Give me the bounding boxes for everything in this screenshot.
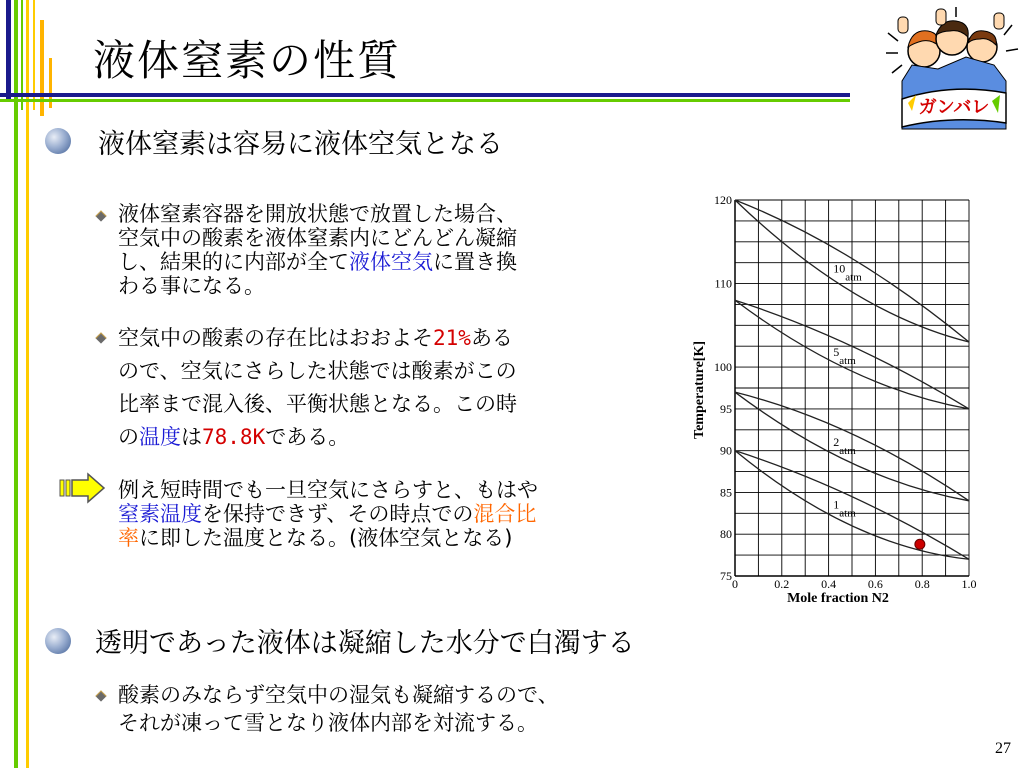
series-label xyxy=(833,435,856,457)
text-line: 比率まで混入後、平衡状態となる。この時 xyxy=(118,392,517,416)
text-segment: を保持できず、その時点での xyxy=(202,502,474,526)
y-tick-label: 120 xyxy=(714,193,732,207)
text-segment: に即した温度となる。(液体空気となる) xyxy=(139,526,513,550)
text-line: それが凍って雪となり液体内部を対流する。 xyxy=(118,711,538,735)
text-line xyxy=(118,526,538,550)
y-tick-label: 85 xyxy=(720,485,732,500)
section2-bullet-icon xyxy=(45,628,71,654)
equilibrium-point-marker xyxy=(915,539,925,549)
y-tick-label: 100 xyxy=(714,360,732,375)
series-label-main: 1 xyxy=(833,497,840,512)
section1-bullet3-text xyxy=(118,478,538,550)
text-line: ので、空気にさらした状態では酸素がこの xyxy=(118,359,517,383)
liquid-air-term: 液体空気 xyxy=(349,250,433,274)
text-line: 空気中の酸素を液体窒素内にどんどん凝縮 xyxy=(118,226,517,250)
y-tick-label: 75 xyxy=(720,569,732,583)
series-label xyxy=(833,498,856,520)
sign-text: ガンバレ xyxy=(918,97,990,118)
text-segment: の xyxy=(118,425,139,449)
text-segment: である。 xyxy=(265,425,350,449)
title-underline-navy xyxy=(0,93,850,97)
oxygen-ratio-value: 21% xyxy=(433,326,471,350)
left-bar-green xyxy=(14,0,18,768)
series-label-sub: atm xyxy=(839,355,856,368)
cheering-people-illustration xyxy=(882,3,1022,133)
y-tick-label: 80 xyxy=(720,527,732,542)
text-line xyxy=(118,421,517,454)
x-tick-label: 0.8 xyxy=(914,577,930,591)
series-label-main: 2 xyxy=(833,435,840,450)
y-tick-label: 110 xyxy=(714,276,732,291)
series-label-sub: atm xyxy=(845,271,862,284)
series-label xyxy=(833,262,862,284)
sub-bullet-icon xyxy=(95,690,106,701)
text-line: 液体窒素容器を開放状態で放置した場合、 xyxy=(118,202,517,226)
x-tick-label: 0.2 xyxy=(774,577,790,591)
left-bar-yellow xyxy=(26,0,29,768)
mixing-ratio-term: 混合比 xyxy=(473,502,537,526)
section1-bullet2-text xyxy=(118,322,517,454)
chart-labels xyxy=(714,193,977,591)
y-axis-label: Temperature[K] xyxy=(692,341,707,439)
text-line xyxy=(118,322,517,355)
left-bar-navy xyxy=(6,0,11,100)
section1-heading: 液体窒素は容易に液体空気となる xyxy=(98,129,503,160)
text-line xyxy=(118,250,517,274)
phase-diagram-chart xyxy=(686,190,986,610)
series-label-main: 5 xyxy=(833,345,840,360)
nitrogen-temperature-term: 窒素温度 xyxy=(118,502,202,526)
y-tick-label: 95 xyxy=(720,401,732,416)
text-segment: し、結果的に内部が全て xyxy=(118,250,349,274)
text-segment: は xyxy=(181,425,202,449)
page-number: 27 xyxy=(995,740,1011,757)
series-label-sub: atm xyxy=(839,507,856,520)
text-line: わる事になる。 xyxy=(118,274,265,298)
text-line xyxy=(118,502,538,526)
x-tick-label: 0.6 xyxy=(867,577,883,591)
text-line: 例え短時間でも一旦空気にさらすと、もはや xyxy=(118,478,538,502)
x-tick-label: 1.0 xyxy=(961,577,977,591)
series-label-main: 10 xyxy=(833,261,846,276)
text-segment: に置き換 xyxy=(433,250,517,274)
x-axis-label: Mole fraction N2 xyxy=(787,591,889,606)
mixing-ratio-term: 率 xyxy=(118,526,139,550)
page-title: 液体窒素の性質 xyxy=(93,36,402,85)
arrow-right-icon xyxy=(58,472,106,504)
text-segment: 空気中の酸素の存在比はおおよそ xyxy=(118,326,433,350)
section1-bullet1-text xyxy=(118,202,517,298)
sub-bullet-icon xyxy=(95,332,106,343)
x-tick-label: 0.4 xyxy=(821,577,837,591)
section2-heading: 透明であった液体は凝縮した水分で白濁する xyxy=(95,628,635,659)
section2-bullet1-text xyxy=(118,681,559,737)
temperature-term: 温度 xyxy=(139,425,181,449)
text-line: 酸素のみならず空気中の湿気も凝縮するので、 xyxy=(118,683,559,707)
section1-bullet-icon xyxy=(45,128,71,154)
sub-bullet-icon xyxy=(95,210,106,221)
series-label-sub: atm xyxy=(839,445,856,458)
y-tick-label: 90 xyxy=(720,443,732,458)
text-segment: ある xyxy=(470,326,513,350)
x-tick-label: 0 xyxy=(732,577,738,591)
title-underline-green xyxy=(0,99,850,102)
temperature-value: 78.8K xyxy=(202,425,266,449)
